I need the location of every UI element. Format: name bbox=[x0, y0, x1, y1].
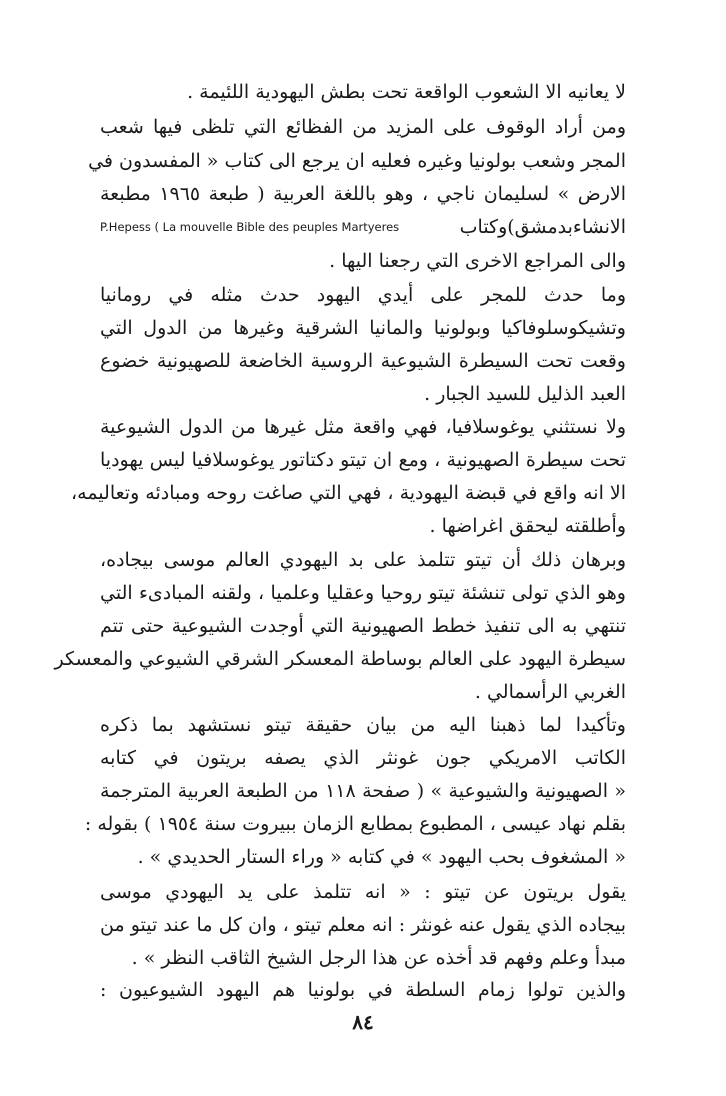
text-line: وقعت تحت السيطرة الشيوعية الروسية الخاضعة للصهيونية خضوع bbox=[100, 350, 626, 372]
text-line: الارض » لسليمان ناجي ، وهو باللغة العربية ( طبعة ١٩٦٥ مطبعة bbox=[100, 183, 626, 205]
text-line: ولا نستثني يوغوسلافيا، فهي واقعة مثل غيرها من الدول الشيوعية bbox=[100, 416, 626, 438]
text-line: المجر وشعب بولونيا وغيره فعليه ان يرجع الى كتاب « المفسدون في bbox=[88, 150, 626, 172]
text-line: وهو الذي تولى تنشئة تيتو روحيا وعقليا وعلميا ، ولقنه المبادىء التي bbox=[100, 582, 626, 604]
text-line: الا انه واقع في قبضة اليهودية ، فهي التي صاغت روحه ومبادئه وتعاليمه، bbox=[71, 482, 626, 504]
text-line: الكاتب الامريكي جون غونثر الذي يصفه بريتون في كتابه bbox=[100, 747, 626, 769]
text-line: تنتهي به الى تنفيذ خطط الصهيونية التي أوجدت الشيوعية حتى تتم bbox=[100, 615, 626, 637]
text-line: والذين تولوا زمام السلطة في بولونيا هم اليهود الشيوعيون : bbox=[100, 979, 626, 1001]
text-line: لا يعانيه الا الشعوب الواقعة تحت بطش اليهودية اللئيمة . bbox=[187, 81, 626, 103]
page-number: ٨٤ bbox=[352, 1010, 374, 1034]
text-line: وأطلقته ليحقق اغراضها . bbox=[429, 515, 626, 537]
text-line: سيطرة اليهود على العالم بوساطة المعسكر الشرقي الشيوعي والمعسكر bbox=[54, 648, 626, 670]
text-line: بقلم نهاد عيسى ، المطبوع بمطابع الزمان ببيروت سنة ١٩٥٤ ) بقوله : bbox=[84, 813, 626, 835]
text-line: « الصهيونية والشيوعية » ( صفحة ١١٨ من الطبعة العربية المترجمة bbox=[100, 780, 626, 802]
text-line: يقول بريتون عن تيتو : « انه تتلمذ على يد اليهودي موسى bbox=[100, 881, 626, 903]
text-line: الغربي الرأسمالي . bbox=[474, 681, 626, 703]
text-line: تحت سيطرة الصهيونية ، ومع ان تيتو دكتاتور يوغوسلافيا ليس يهوديا bbox=[100, 449, 626, 471]
text-line: مبدأ وعلم وفهم قد أخذه عن هذا الرجل الشيخ الثاقب النظر » . bbox=[131, 947, 626, 969]
text-line: بيجاده الذي يقول عنه غونثر : انه معلم تيتو ، وان كل ما عند تيتو من bbox=[100, 914, 626, 936]
text-line: « المشغوف بحب اليهود » في كتابه « وراء الستار الحديدي » . bbox=[137, 846, 626, 868]
text-line: وما حدث للمجر على أيدي اليهود حدث مثله في رومانيا bbox=[100, 284, 626, 306]
arabic-fragment: الانشاءبدمشق)وكتاب bbox=[459, 216, 626, 238]
text-line: وتشيكوسلوفاكيا وبولونيا والمانيا الشرقية وغيرها من الدول التي bbox=[100, 317, 626, 339]
latin-citation: P.Hepess ( La mouvelle Bible des peuples Martyeres bbox=[100, 220, 400, 234]
text-line: والى المراجع الاخرى التي رجعنا اليها . bbox=[329, 250, 626, 272]
text-line: وتأكيدا لما ذهبنا اليه من بيان حقيقة تيتو نستشهد بما ذكره bbox=[100, 714, 626, 736]
text-line: العبد الذليل للسيد الجبار . bbox=[424, 383, 626, 405]
text-line-mixed bbox=[100, 212, 626, 242]
text-line: ومن أراد الوقوف على المزيد من الفظائع التي تلظى فيها شعب bbox=[100, 116, 626, 138]
text-line: وبرهان ذلك أن تيتو تتلمذ على بد اليهودي العالم موسى بيجاده، bbox=[100, 549, 626, 571]
